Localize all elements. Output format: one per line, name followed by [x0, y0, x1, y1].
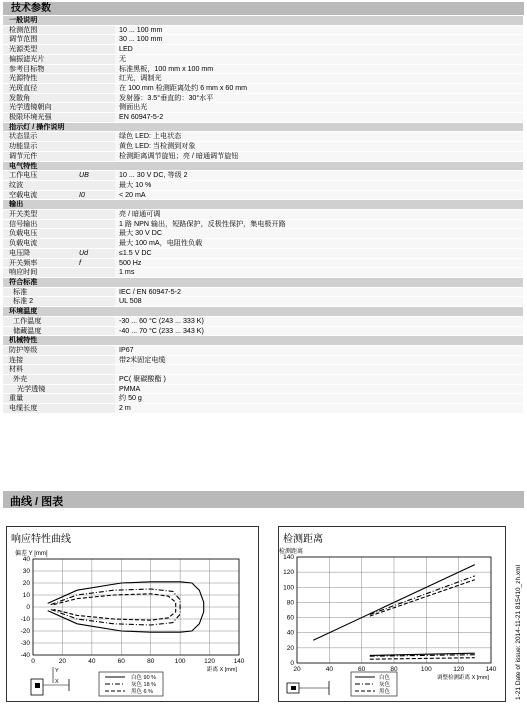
spec-value: [115, 336, 523, 346]
response-curve-title: 响应特性曲线: [11, 534, 71, 545]
spec-row: [3, 45, 523, 55]
tech-params-title: 技术参数: [11, 3, 51, 14]
spec-value: [115, 277, 523, 287]
y-tick-label: 40: [22, 556, 30, 563]
spec-row: [3, 248, 523, 258]
spec-label: 工作电压: [3, 171, 79, 181]
spec-symbol: [79, 200, 115, 210]
x-tick-label: 80: [147, 658, 155, 665]
spec-row: [3, 394, 523, 404]
spec-symbol: [79, 297, 115, 307]
x-tick-label: 120: [204, 658, 216, 665]
spec-value: 带2米固定电缆: [115, 355, 523, 365]
specs-table: [3, 16, 523, 414]
y-tick-label: -30: [20, 640, 30, 647]
spec-value: [115, 161, 523, 171]
spec-value: 在 100 mm 检测距离处约 6 mm x 60 mm: [115, 83, 523, 93]
legend-label: 黑色 6 %: [131, 689, 154, 695]
y-tick-label: 20: [22, 580, 30, 587]
spec-value: EN 60947-5-2: [115, 113, 523, 123]
spec-row: [3, 151, 523, 161]
spec-value: -40 ... 70 °C (233 ... 343 K): [115, 326, 523, 336]
spec-label: 响应时间: [3, 268, 79, 278]
legend-label: 灰色: [379, 682, 391, 688]
spec-label: 电缆长度: [3, 404, 79, 414]
spec-row: [3, 190, 523, 200]
spec-symbol: [79, 219, 115, 229]
spec-label: 调节范围: [3, 35, 79, 45]
spec-symbol: [79, 404, 115, 414]
spec-symbol: [79, 132, 115, 142]
spec-label: 标准: [3, 287, 79, 297]
spec-row: [3, 219, 523, 229]
spec-symbol: [79, 345, 115, 355]
spec-section: [3, 122, 523, 132]
spec-value: 发射器：3.5°垂直的：30°水平: [115, 93, 523, 103]
spec-symbol: [79, 93, 115, 103]
spec-label: 检测范围: [3, 25, 79, 35]
spec-section-label: 电气特性: [3, 161, 79, 171]
spec-row: [3, 355, 523, 365]
spec-value: 红光，调制光: [115, 74, 523, 84]
spec-row: [3, 180, 523, 190]
spec-value: 无: [115, 54, 523, 64]
x-tick-label: 80: [390, 666, 398, 673]
y-tick-label: 40: [286, 629, 294, 637]
y-axis-label: 偏差 Y [mm]: [15, 551, 48, 557]
sensor-lens-icon: [35, 683, 40, 688]
spec-symbol: [79, 375, 115, 385]
spec-row: [3, 113, 523, 123]
spec-symbol: [79, 16, 115, 25]
spec-value: 绿色 LED: 上电状态: [115, 132, 523, 142]
spec-value: 亮 / 暗通可调: [115, 210, 523, 220]
y-tick-label: 0: [290, 660, 294, 667]
spec-label: 纹波: [3, 180, 79, 190]
detection-range-panel: [278, 526, 506, 702]
spec-row: [3, 103, 523, 113]
spec-label: 光学透镜: [3, 384, 79, 394]
x-tick-label: 20: [58, 658, 67, 665]
spec-symbol: [79, 277, 115, 287]
spec-label: 负载电压: [3, 229, 79, 239]
spec-symbol: I0: [79, 190, 115, 200]
spec-value: IEC / EN 60947-5-2: [115, 287, 523, 297]
spec-section-label: 环境温度: [3, 307, 79, 317]
spec-symbol: [79, 355, 115, 365]
series-line: [370, 576, 475, 615]
spec-section-label: 指示灯 / 操作说明: [3, 122, 79, 132]
spec-symbol: [79, 384, 115, 394]
spec-row: [3, 93, 523, 103]
spec-row: [3, 365, 523, 375]
spec-section: [3, 307, 523, 317]
spec-symbol: [79, 326, 115, 336]
y-tick-label: 60: [286, 614, 294, 622]
spec-value: ≤1.5 V DC: [115, 248, 523, 258]
spec-section-label: 符合标准: [3, 277, 79, 287]
spec-label: 光源类型: [3, 45, 79, 55]
spec-symbol: [79, 35, 115, 45]
spec-symbol: [79, 103, 115, 113]
spec-section-label: 一般说明: [3, 16, 79, 25]
spec-label: 负载电流: [3, 239, 79, 249]
spec-row: [3, 64, 523, 74]
issue-date-text: 1-21 Date of issue: 2014-11-21 815410_zh.xml: [515, 564, 522, 700]
series-line: [370, 580, 475, 616]
spec-symbol: [79, 287, 115, 297]
spec-value: 约 50 g: [115, 394, 523, 404]
spec-label: 工作温度: [3, 316, 79, 326]
spec-row: [3, 54, 523, 64]
sensor-lens-icon: [291, 686, 296, 690]
spec-label: 光学透镜朝向: [3, 103, 79, 113]
spec-section-label: 输出: [3, 200, 79, 210]
spec-label: 储藏温度: [3, 326, 79, 336]
spec-row: [3, 316, 523, 326]
spec-row: [3, 384, 523, 394]
y-tick-label: 100: [283, 584, 294, 592]
legend-label: 白色: [379, 675, 391, 681]
spec-symbol: [79, 365, 115, 375]
spec-symbol: [79, 151, 115, 161]
tech-params-header: [3, 2, 524, 15]
spec-value: UL 508: [115, 297, 523, 307]
x-tick-label: 100: [420, 666, 432, 673]
spec-label: 调节元件: [3, 151, 79, 161]
spec-value: IP67: [115, 345, 523, 355]
spec-label: 材料: [3, 365, 79, 375]
spec-label: 开关频率: [3, 258, 79, 268]
spec-symbol: f: [79, 258, 115, 268]
x-tick-label: 100: [174, 658, 186, 665]
spec-value: PMMA: [115, 384, 523, 394]
curves-header: [3, 491, 524, 508]
spec-value: 最大 100 mA，电阻性负载: [115, 239, 523, 249]
spec-symbol: [79, 83, 115, 93]
x-tick-label: 40: [88, 658, 96, 665]
x-tick-label: 120: [453, 666, 465, 673]
y-tick-label: -20: [20, 628, 30, 635]
spec-value: 黄色 LED: 当检测到对象: [115, 142, 523, 152]
spec-symbol: [79, 142, 115, 152]
spec-row: [3, 258, 523, 268]
spec-symbol: [79, 161, 115, 171]
spec-row: [3, 239, 523, 249]
spec-value: [115, 16, 523, 25]
spec-label: 光斑直径: [3, 83, 79, 93]
y-axis-label: 检测距离: [279, 549, 304, 555]
spec-symbol: [79, 210, 115, 220]
spec-symbol: [79, 229, 115, 239]
spec-label: 参考目标物: [3, 64, 79, 74]
spec-symbol: [79, 45, 115, 55]
y-tick-label: -40: [20, 652, 30, 659]
spec-symbol: [79, 268, 115, 278]
y-tick-label: 120: [283, 569, 294, 577]
spec-row: [3, 142, 523, 152]
spec-section: [3, 336, 523, 346]
spec-row: [3, 326, 523, 336]
spec-value: [115, 122, 523, 132]
spec-row: [3, 297, 523, 307]
spec-section: [3, 200, 523, 210]
x-tick-label: 20: [293, 666, 301, 673]
spec-symbol: UB: [79, 171, 115, 181]
spec-value: 10 ... 100 mm: [115, 25, 523, 35]
x-axis-marker: X: [55, 679, 59, 685]
spec-value: 最大 10 %: [115, 180, 523, 190]
spec-value: [115, 365, 523, 375]
spec-section: [3, 16, 523, 25]
spec-value: 2 m: [115, 404, 523, 414]
spec-value: 1 ms: [115, 268, 523, 278]
spec-row: [3, 345, 523, 355]
spec-symbol: [79, 239, 115, 249]
spec-label: 光源特性: [3, 74, 79, 84]
spec-row: [3, 229, 523, 239]
x-tick-label: 60: [358, 666, 366, 673]
y-tick-label: -10: [20, 616, 30, 623]
spec-label: 功能显示: [3, 142, 79, 152]
curves-title: 曲线 / 图表: [10, 496, 64, 508]
spec-value: PC( 聚碳酸酯 ): [115, 375, 523, 385]
spec-row: [3, 171, 523, 181]
spec-symbol: Ud: [79, 248, 115, 258]
spec-symbol: [79, 74, 115, 84]
spec-symbol: [79, 336, 115, 346]
spec-label: 重量: [3, 394, 79, 404]
spec-value: 30 ... 100 mm: [115, 35, 523, 45]
specs-body: [3, 16, 523, 413]
spec-symbol: [79, 180, 115, 190]
response-curve-chart: [7, 527, 258, 701]
spec-row: [3, 83, 523, 93]
y-tick-label: 30: [22, 568, 30, 575]
spec-label: 开关类型: [3, 210, 79, 220]
spec-section: [3, 161, 523, 171]
x-tick-label: 40: [325, 666, 333, 673]
spec-symbol: [79, 54, 115, 64]
spec-value: [115, 307, 523, 317]
spec-value: LED: [115, 45, 523, 55]
spec-row: [3, 132, 523, 142]
y-tick-label: 80: [286, 599, 294, 607]
spec-label: 防护等级: [3, 345, 79, 355]
spec-symbol: [79, 316, 115, 326]
spec-symbol: [79, 25, 115, 35]
spec-value: 标准黑板，100 mm x 100 mm: [115, 64, 523, 74]
spec-value: < 20 mA: [115, 190, 523, 200]
spec-symbol: [79, 113, 115, 123]
spec-value: 检测距离调节旋钮；亮 / 暗通调节旋钮: [115, 151, 523, 161]
spec-label: 标准 2: [3, 297, 79, 307]
x-tick-label: 60: [117, 658, 125, 665]
spec-row: [3, 375, 523, 385]
spec-section: [3, 277, 523, 287]
spec-label: 电压降: [3, 248, 79, 258]
x-axis-label: 调整检测距离 X [mm]: [437, 675, 489, 681]
spec-row: [3, 74, 523, 84]
spec-row: [3, 404, 523, 414]
spec-row: [3, 35, 523, 45]
spec-row: [3, 268, 523, 278]
issue-date-side: [506, 540, 524, 700]
spec-value: 500 Hz: [115, 258, 523, 268]
x-tick-label: 140: [233, 658, 245, 665]
spec-label: 外壳: [3, 375, 79, 385]
spec-label: 极限环境光强: [3, 113, 79, 123]
detection-range-title: 检测距离: [283, 534, 323, 545]
spec-row: [3, 25, 523, 35]
spec-value: 最大 30 V DC: [115, 229, 523, 239]
spec-symbol: [79, 122, 115, 132]
spec-section-label: 机械特性: [3, 336, 79, 346]
spec-label: 偏振滤光片: [3, 54, 79, 64]
spec-row: [3, 210, 523, 220]
spec-symbol: [79, 307, 115, 317]
spec-symbol: [79, 394, 115, 404]
spec-value: 1 路 NPN 输出，短路保护，反极性保护，集电极开路: [115, 219, 523, 229]
detection-range-chart: [279, 527, 505, 701]
legend-label: 灰色 18 %: [131, 682, 157, 688]
y-tick-label: 10: [22, 592, 30, 599]
x-tick-label: 140: [485, 666, 497, 673]
spec-label: 信号输出: [3, 219, 79, 229]
series-line: [370, 658, 475, 660]
spec-row: [3, 287, 523, 297]
x-axis-label: 距离 X [mm]: [207, 667, 237, 673]
legend-label: 白色 90 %: [131, 675, 157, 681]
y-axis-marker: Y: [55, 668, 59, 674]
spec-value: -30 ... 60 °C (243 ... 333 K): [115, 316, 523, 326]
spec-label: 连接: [3, 355, 79, 365]
x-tick-label: 0: [31, 658, 35, 665]
spec-value: [115, 200, 523, 210]
spec-value: 10 ... 30 V DC, 等级 2: [115, 171, 523, 181]
spec-label: 空载电流: [3, 190, 79, 200]
spec-symbol: [79, 64, 115, 74]
spec-value: 侧面出光: [115, 103, 523, 113]
y-tick-label: 140: [283, 554, 294, 561]
spec-label: 状态显示: [3, 132, 79, 142]
y-tick-label: 20: [286, 644, 294, 652]
spec-label: 发散角: [3, 93, 79, 103]
y-tick-label: 0: [26, 604, 30, 611]
response-curve-panel: [6, 526, 259, 702]
legend-label: 黑色: [379, 689, 391, 695]
